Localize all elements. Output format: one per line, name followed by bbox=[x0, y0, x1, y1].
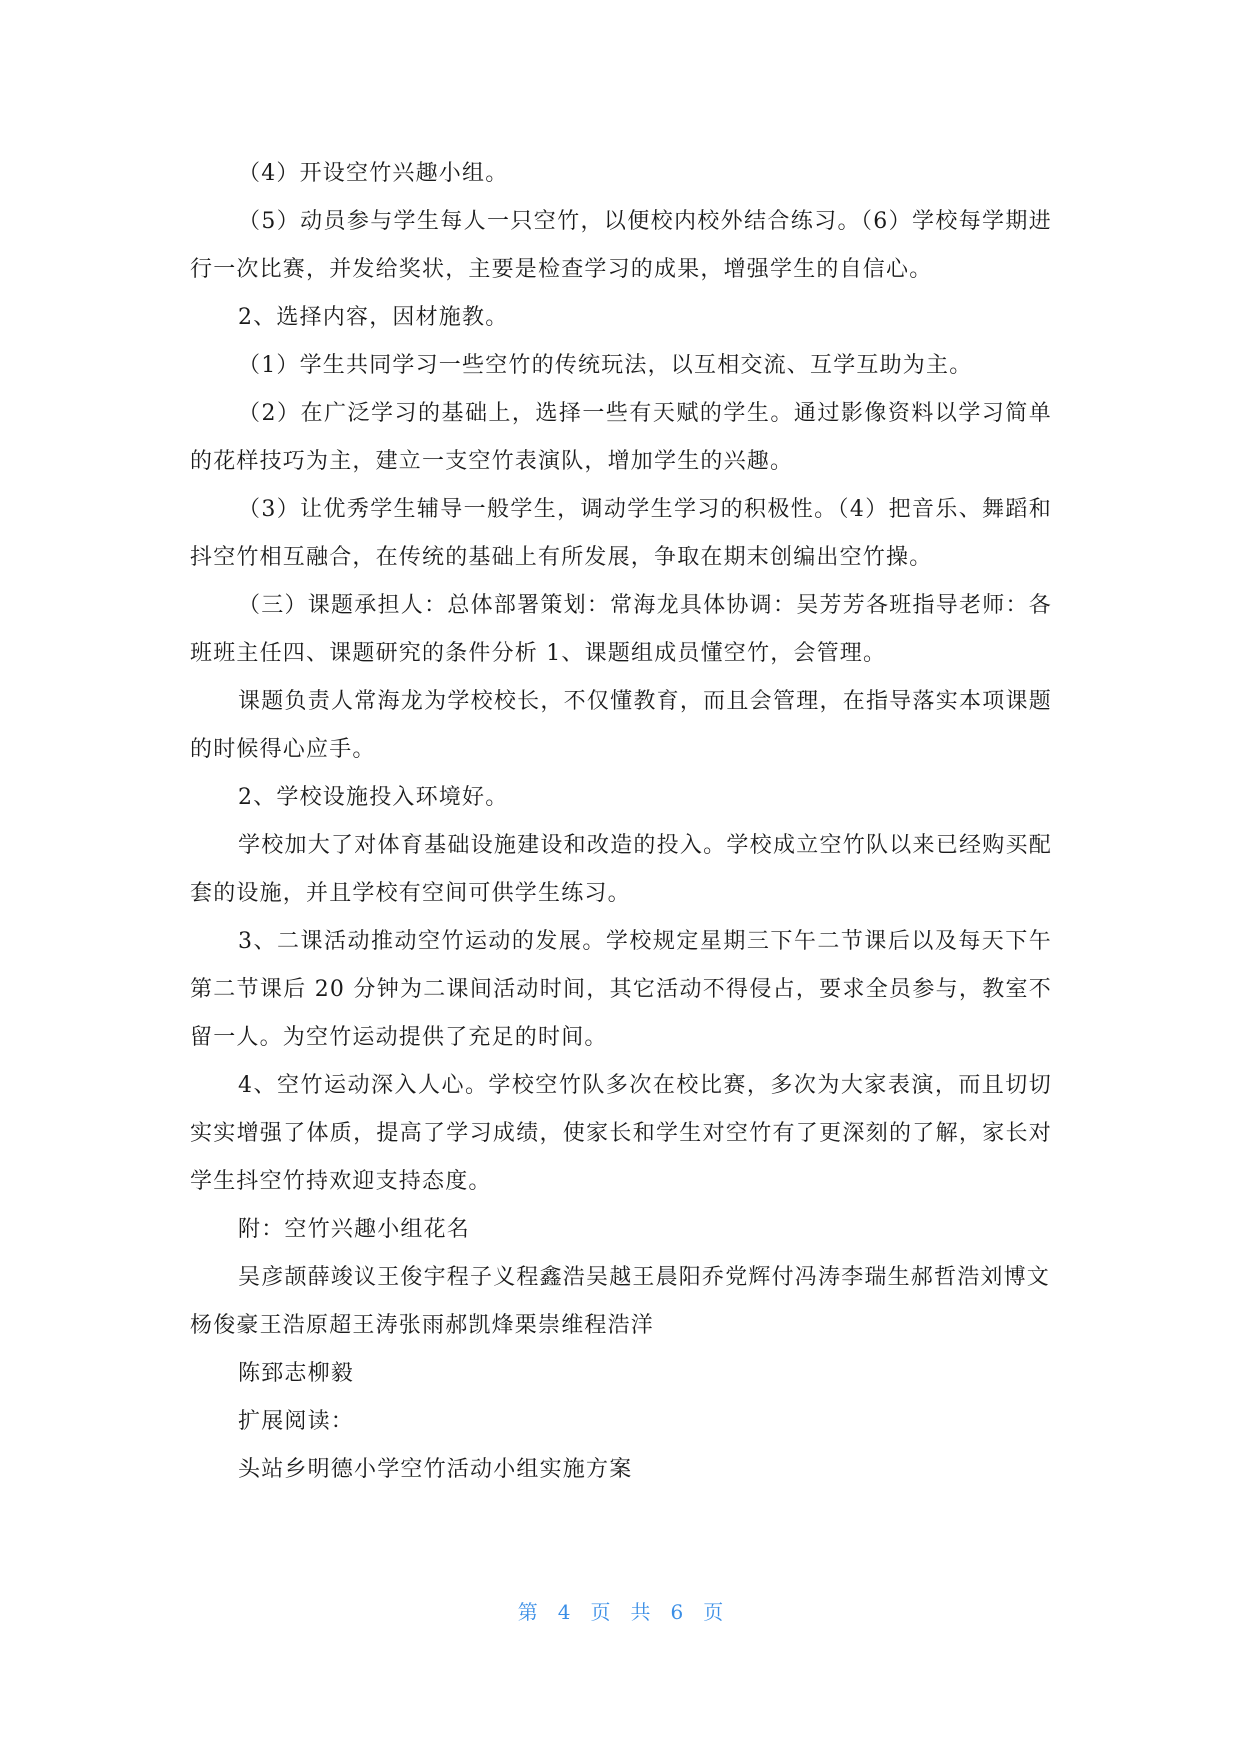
paragraph: （5）动员参与学生每人一只空竹，以便校内校外结合练习。（6）学校每学期进行一次比赛，并发给奖状，主要是检查学习的成果，增强学生的自信心。 bbox=[190, 209, 1052, 282]
paragraph: （4）开设空竹兴趣小组。 bbox=[238, 161, 509, 186]
paragraph: （1）学生共同学习一些空竹的传统玩法，以互相交流、互学互助为主。 bbox=[238, 353, 973, 378]
footer-label-page-unit: 页 bbox=[590, 1600, 611, 1624]
paragraph: 扩展阅读： bbox=[238, 1409, 355, 1434]
name-list: 吴彦颉薛竣议王俊宇程子义程鑫浩吴越王晨阳乔党辉付冯涛李瑞生郝哲浩刘博文杨俊豪王浩原超王涛张雨郝凯烽栗崇维程浩洋 bbox=[190, 1265, 1051, 1338]
paragraph: 2、学校设施投入环境好。 bbox=[238, 785, 509, 810]
paragraph: 头站乡明德小学空竹活动小组实施方案 bbox=[238, 1457, 633, 1482]
document-body bbox=[190, 150, 1052, 1494]
paragraph: 学校加大了对体育基础设施建设和改造的投入。学校成立空竹队以来已经购买配套的设施，并且学校有空间可供学生练习。 bbox=[190, 833, 1052, 906]
paragraph: （3）让优秀学生辅导一般学生，调动学生学习的积极性。（4）把音乐、舞蹈和抖空竹相互融合，在传统的基础上有所发展，争取在期末创编出空竹操。 bbox=[190, 497, 1052, 570]
footer-total-pages: 6 bbox=[670, 1600, 684, 1624]
paragraph: 2、选择内容，因材施教。 bbox=[238, 305, 509, 330]
paragraph: 3、二课活动推动空竹运动的发展。学校规定星期三下午二节课后以及每天下午第二节课后 20 分钟为二课间活动时间，其它活动不得侵占，要求全员参与，教室不留一人。为空竹运动提供了充足的时间。 bbox=[190, 929, 1052, 1050]
footer-label-page: 第 bbox=[517, 1600, 538, 1624]
page-footer bbox=[0, 1596, 1241, 1625]
paragraph: 陈郅志柳毅 bbox=[238, 1361, 355, 1386]
paragraph: 课题负责人常海龙为学校校长，不仅懂教育，而且会管理，在指导落实本项课题的时候得心应手。 bbox=[190, 689, 1052, 762]
paragraph: （2）在广泛学习的基础上，选择一些有天赋的学生。通过影像资料以学习简单的花样技巧为主，建立一支空竹表演队，增加学生的兴趣。 bbox=[190, 401, 1052, 474]
footer-label-total: 共 bbox=[630, 1600, 651, 1624]
footer-label-total-unit: 页 bbox=[703, 1600, 724, 1624]
paragraph: （三）课题承担人：总体部署策划：常海龙具体协调：吴芳芳各班指导老师：各班班主任四、课题研究的条件分析 1、课题组成员懂空竹，会管理。 bbox=[190, 593, 1052, 666]
paragraph: 附：空竹兴趣小组花名 bbox=[238, 1217, 471, 1242]
paragraph: 4、空竹运动深入人心。学校空竹队多次在校比赛，多次为大家表演，而且切切实实增强了体质，提高了学习成绩，使家长和学生对空竹有了更深刻的了解，家长对学生抖空竹持欢迎支持态度。 bbox=[190, 1073, 1052, 1194]
footer-current-page: 4 bbox=[557, 1600, 571, 1624]
